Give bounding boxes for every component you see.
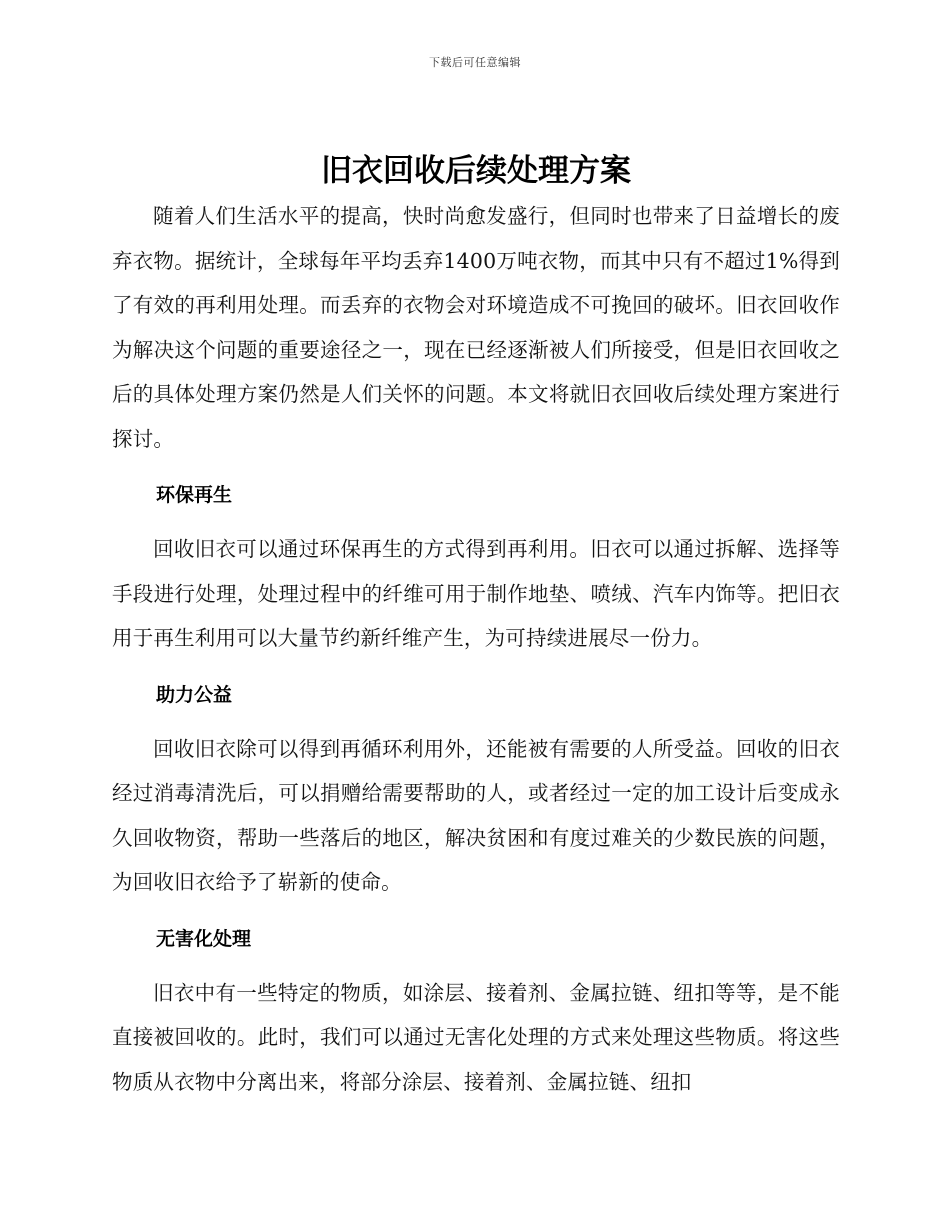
section-heading-charity: 助力公益 xyxy=(156,683,233,706)
section-body-charity: 回收旧衣除可以得到再循环利用外，还能被有需要的人所受益。回收的旧衣经过消毒清洗后，可以捐赠给需要帮助的人，或者经过一定的加工设计后变成永久回收物资，帮助一些落后的地区，解决贫困和有度过难关的少数民族的问题，为回收旧衣给予了崭新的使命。 xyxy=(112,736,840,894)
document-body xyxy=(112,148,840,1104)
header-note: 下载后可任意编辑 xyxy=(429,56,521,69)
section-body-harmless-treatment: 旧衣中有一些特定的物质，如涂层、接着剂、金属拉链、纽扣等等，是不能直接被回收的。此时，我们可以通过无害化处理的方式来处理这些物质。将这些物质从衣物中分离出来，将部分涂层、接着剂、金属拉链、纽扣 xyxy=(112,980,840,1094)
section-body-recycling: 回收旧衣可以通过环保再生的方式得到再利用。旧衣可以通过拆解、选择等手段进行处理，处理过程中的纤维可用于制作地垫、喷绒、汽车内饰等。把旧衣用于再生利用可以大量节约新纤维产生，为可持续进展尽一份力。 xyxy=(112,537,840,650)
section-heading-harmless-treatment: 无害化处理 xyxy=(156,927,252,950)
section-heading-recycling: 环保再生 xyxy=(156,484,233,506)
intro-paragraph: 随着人们生活水平的提高，快时尚愈发盛行，但同时也带来了日益增长的废弃衣物。据统计，全球每年平均丢弃1400万吨衣物，而其中只有不超过1%得到了有效的再利用处理。而丢弃的衣物会对环境造成不可挽回的破坏。旧衣回收作为解决这个问题的重要途径之一，现在已经逐渐被人们所接受，但是旧衣回收之后的具体处理方案仍然是人们关怀的问题。本文将就旧衣回收后续处理方案进行探讨。 xyxy=(112,204,840,451)
document-title: 旧衣回收后续处理方案 xyxy=(321,153,631,189)
